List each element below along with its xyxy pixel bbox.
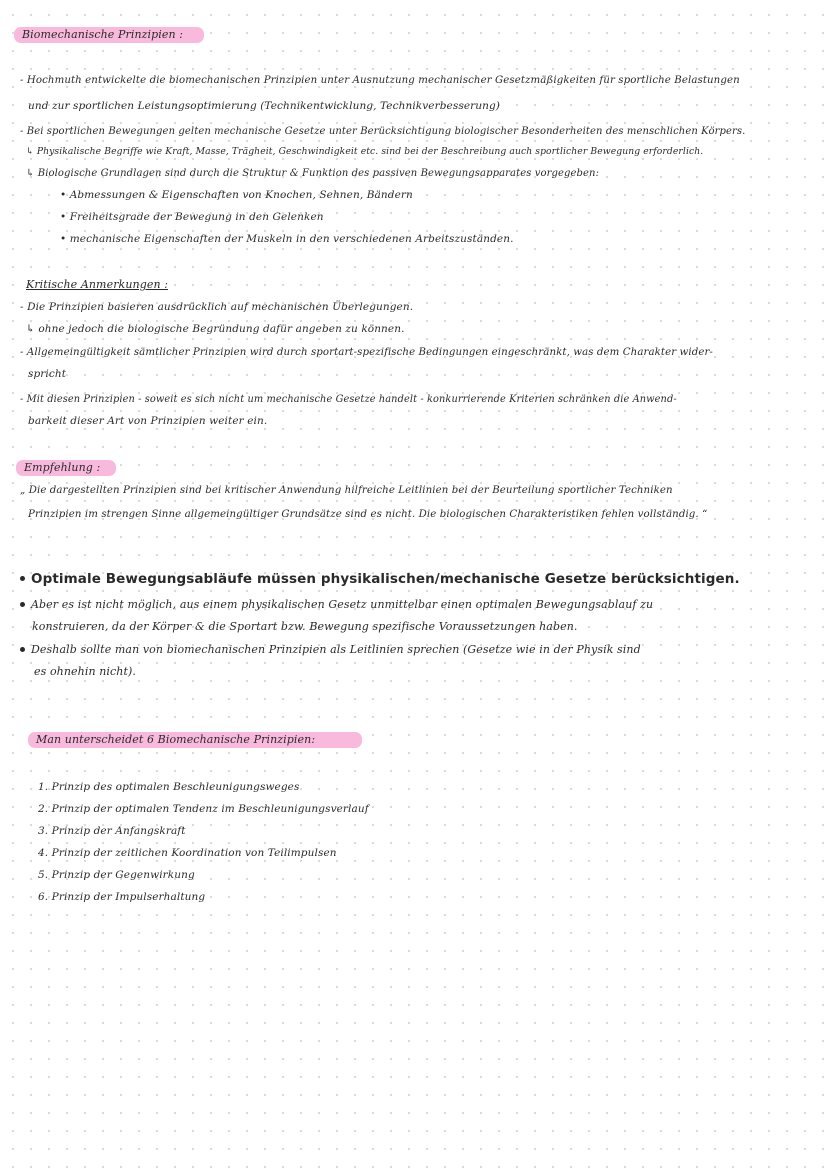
quote-line: „ Die dargestellten Prinzipien sind bei kritischer Anwendung hilfreiche Leitlinien bei der Beurteilung sportlicher Techniken — [20, 485, 673, 496]
list-item: 1. Prinzip des optimalen Beschleunigungsweges — [38, 781, 300, 793]
list-item: 2. Prinzip der optimalen Tendenz im Beschleunigungsverlauf — [38, 803, 369, 815]
text-line: - Mit diesen Prinzipien - soweit es sich nicht um mechanische Gesetze handelt - konkurrierende Kriterien schränken die Anwend- — [20, 394, 677, 405]
text-line: ↳ ohne jedoch die biologische Begründung dafür angeben zu können. — [26, 323, 405, 335]
text-line: - Bei sportlichen Bewegungen gelten mechanische Gesetze unter Berücksichtigung biologischer Besonderheiten des menschlichen Körpers. — [20, 126, 746, 137]
quote-line: Prinzipien im strengen Sinne allgemeingültiger Grundsätze sind es nicht. Die biologischen Charakteristiken fehlen vollständig. “ — [28, 509, 708, 520]
text-line: • Freiheitsgrade der Bewegung in den Gelenken — [60, 211, 324, 223]
list-item: 6. Prinzip der Impulserhaltung — [38, 891, 206, 903]
text-line: spricht — [28, 368, 67, 380]
text-line: konstruieren, da der Körper & die Sportart bzw. Bewegung spezifische Voraussetzungen haben. — [32, 620, 578, 633]
text-line: und zur sportlichen Leistungsoptimierung (Technikentwicklung, Technikverbesserung) — [28, 100, 500, 112]
list-item: 4. Prinzip der zeitlichen Koordination von Teilimpulsen — [38, 847, 337, 859]
section-title-recommendation: Empfehlung : — [24, 461, 101, 474]
list-item: 3. Prinzip der Anfangskraft — [38, 825, 186, 837]
bullet-icon — [20, 602, 25, 607]
bullet-icon — [20, 647, 25, 652]
text-line: - Allgemeingültigkeit sämtlicher Prinzipien wird durch sportart-spezifische Bedingungen eingeschränkt, was dem Charakter wider- — [20, 347, 713, 358]
text-line: es ohnehin nicht). — [34, 665, 136, 678]
text-line: • Abmessungen & Eigenschaften von Knochen, Sehnen, Bändern — [60, 189, 413, 201]
bullet-line: Deshalb sollte man von biomechanischen Prinzipien als Leitlinien sprechen (Gesetze wie in der Physik sind — [20, 643, 641, 657]
text-line: - Hochmuth entwickelte die biomechanischen Prinzipien unter Ausnutzung mechanischer Gesetzmäßigkeiten für sportliche Belastungen — [20, 75, 740, 86]
list-item: 5. Prinzip der Gegenwirkung — [38, 869, 195, 881]
key-statement — [20, 572, 740, 586]
key-statement-text: Optimale Bewegungsabläufe müssen physikalischen/mechanische Gesetze berücksichtigen. — [31, 571, 740, 587]
text-line: ↳ Physikalische Begriffe wie Kraft, Masse, Trägheit, Geschwindigkeit etc. sind bei der Beschreibung auch sportlicher Bewegung erforderlich. — [26, 146, 704, 157]
bullet-line: Aber es ist nicht möglich, aus einem physikalischen Gesetz unmittelbar einen optimalen Bewegungsablauf zu — [20, 598, 653, 612]
section-title-six-principles: Man unterscheidet 6 Biomechanische Prinzipien: — [36, 733, 316, 746]
bullet-icon — [20, 576, 25, 581]
text-line: • mechanische Eigenschaften der Muskeln in den verschiedenen Arbeitszuständen. — [60, 233, 514, 245]
text-line: ↳ Biologische Grundlagen sind durch die Struktur & Funktion des passiven Bewegungsapparates vorgegeben: — [26, 168, 600, 179]
text-line: barkeit dieser Art von Prinzipien weiter ein. — [28, 415, 268, 427]
section-title-critical-remarks: Kritische Anmerkungen : — [26, 278, 169, 291]
text-line: - Die Prinzipien basieren ausdrücklich auf mechanischen Überlegungen. — [20, 301, 414, 313]
section-title-biomechanics: Biomechanische Prinzipien : — [22, 28, 184, 41]
